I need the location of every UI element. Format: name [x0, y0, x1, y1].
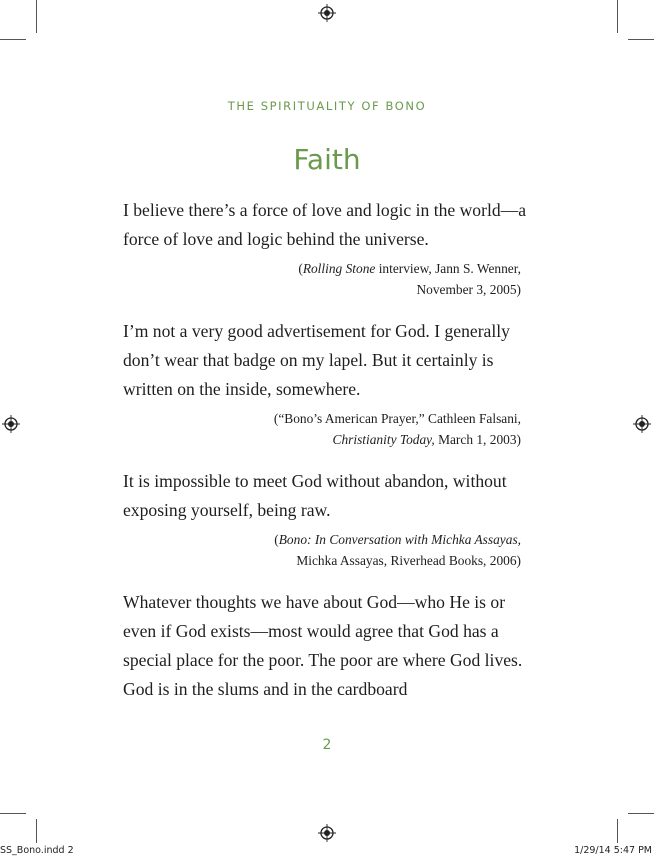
registration-mark-top-icon — [318, 4, 336, 22]
source-publication: Bono: In Conversation with Michka Assayas, — [278, 532, 521, 547]
chapter-title: Faith — [293, 143, 361, 176]
crop-mark-top-left-h — [0, 39, 26, 40]
crop-mark-top-right — [617, 0, 618, 33]
running-head: THE SPIRITUALITY OF BONO — [227, 99, 427, 113]
crop-mark-bottom-left-h — [0, 813, 26, 814]
quote-source — [123, 258, 521, 300]
quote-text: I believe there’s a force of love and logic in the world—a force of love and logic behind the universe. — [123, 200, 527, 249]
quote-text: It is impossible to meet God without abandon, without exposing yourself, being raw. — [123, 471, 507, 520]
quote-block — [123, 467, 529, 571]
source-open: ( — [274, 532, 279, 547]
page-number: 2 — [322, 737, 332, 753]
quote-source — [123, 529, 521, 571]
crop-mark-bottom-right-h — [628, 813, 654, 814]
source-detail: Michka Assayas, Riverhead Books, 2006) — [296, 553, 521, 568]
crop-mark-bottom-left — [36, 819, 37, 843]
quote-block — [123, 588, 529, 704]
quote-source — [123, 408, 521, 450]
quote-text: I’m not a very good advertisement for God. I generally don’t wear that badge on my lapel. But it certainly is written on the inside, somewhere. — [123, 321, 510, 399]
slug-timestamp: 1/29/14 5:47 PM — [574, 845, 652, 856]
source-publication: Christianity Today, — [332, 432, 435, 447]
crop-mark-top-left — [36, 0, 37, 33]
quote-block — [123, 196, 529, 300]
quote-block — [123, 317, 529, 450]
quote-text: Whatever thoughts we have about God—who He is or even if God exists—most would agree that God has a special place for the poor. The poor are where God lives. God is in the slums and in the cardboard — [123, 592, 523, 699]
slug-file-name: SS_Bono.indd 2 — [0, 845, 74, 856]
source-open: ( — [298, 261, 303, 276]
source-date: March 1, 2003) — [434, 432, 521, 447]
crop-mark-top-right-h — [628, 39, 654, 40]
page-content — [123, 196, 529, 704]
source-publication: Rolling Stone — [302, 261, 376, 276]
registration-mark-right-icon — [633, 415, 651, 433]
source-date: November 3, 2005) — [416, 282, 521, 297]
crop-mark-bottom-right — [617, 819, 618, 843]
source-detail: interview, Jann S. Wenner, — [375, 261, 521, 276]
registration-mark-left-icon — [2, 415, 20, 433]
registration-mark-bottom-icon — [318, 824, 336, 842]
source-detail: (“Bono’s American Prayer,” Cathleen Falsani, — [273, 411, 521, 426]
